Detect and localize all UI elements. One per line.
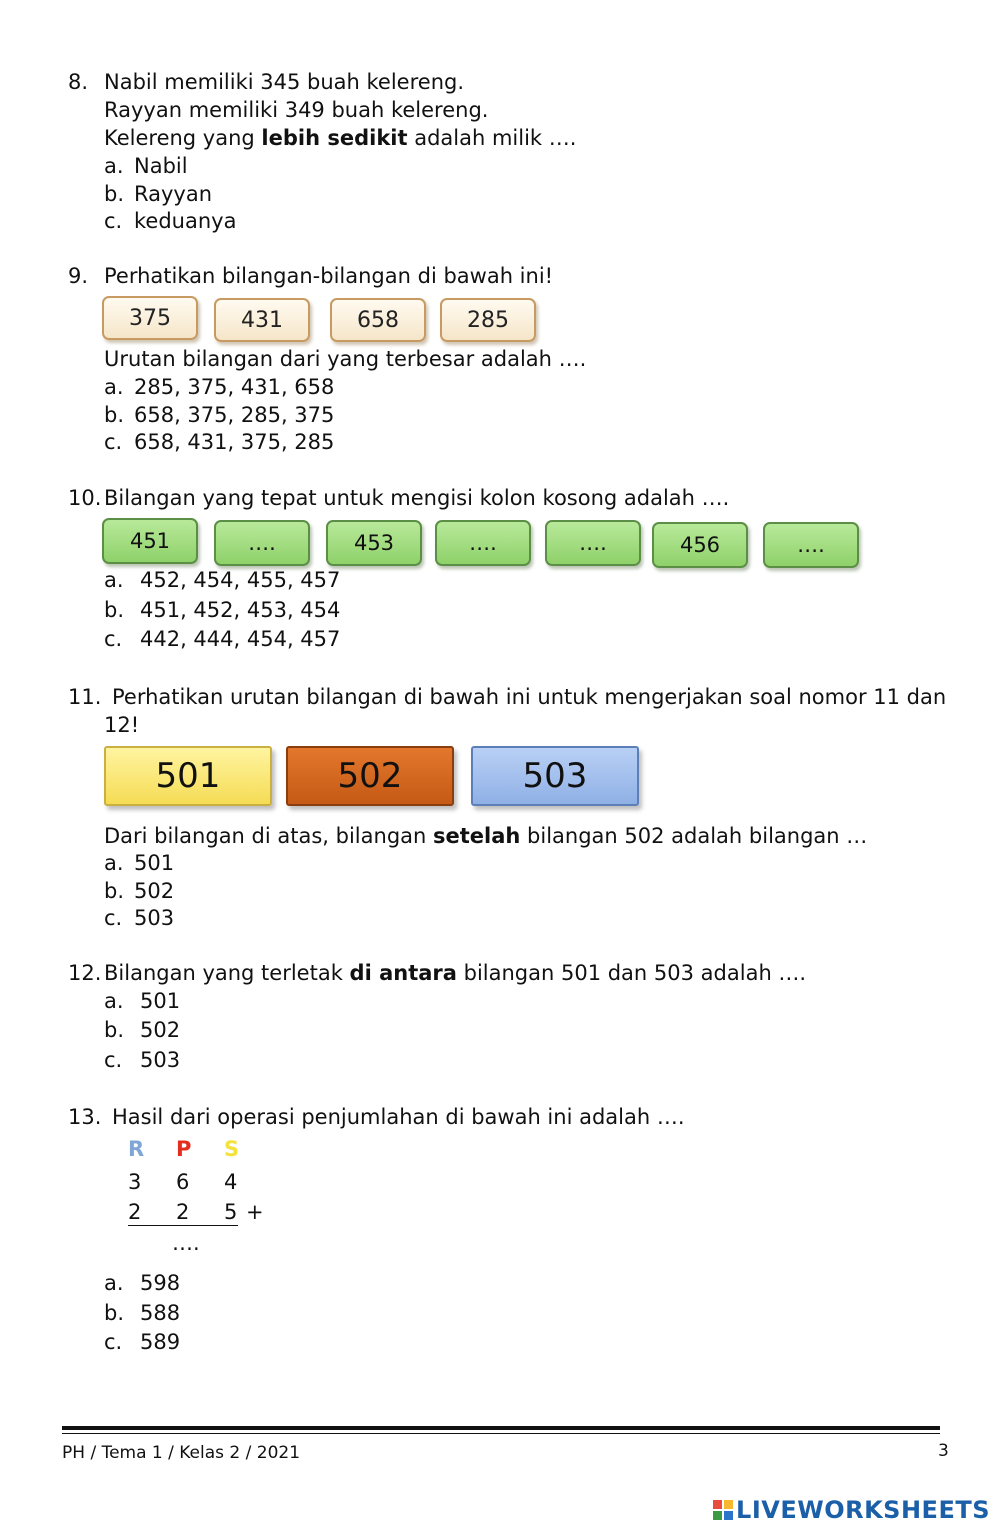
addend-1-digit: 3 (128, 1170, 142, 1194)
question-10-text: Bilangan yang tepat untuk mengisi kolon kosong adalah …. (104, 486, 730, 510)
q9-option-c-letter: c. (104, 430, 123, 454)
question-13-text: Hasil dari operasi penjumlahan di bawah ini adalah …. (112, 1105, 685, 1129)
question-8-line-2: Rayyan memiliki 349 buah kelereng. (104, 98, 489, 122)
number-card: 658 (330, 298, 426, 342)
liveworksheets-logo[interactable] (713, 1496, 990, 1524)
q9-option-a[interactable]: 285, 375, 431, 658 (134, 375, 335, 399)
q9-option-a-letter: a. (104, 375, 124, 399)
q13-option-a[interactable]: 598 (140, 1271, 181, 1295)
addend-1-digit: 4 (224, 1170, 238, 1194)
footer-text: PH / Tema 1 / Kelas 2 / 2021 (62, 1443, 301, 1463)
blank-sequence-card[interactable]: …. (214, 520, 310, 566)
plus-sign: + (246, 1200, 264, 1224)
addend-2-digit: 2 (128, 1200, 142, 1224)
q10-option-c-letter: c. (104, 627, 123, 651)
sequence-card: 456 (652, 522, 748, 568)
q8-option-a-letter: a. (104, 154, 124, 178)
place-value-header-r: R (128, 1137, 145, 1161)
q10-option-a[interactable]: 452, 454, 455, 457 (140, 568, 341, 592)
q13-option-b-letter: b. (104, 1301, 125, 1325)
q9-option-b[interactable]: 658, 375, 285, 375 (134, 403, 335, 427)
question-10-number: 10. (68, 486, 102, 510)
question-8-line-3: Kelereng yang lebih sedikit adalah milik …. (104, 126, 577, 150)
number-card: 431 (214, 298, 310, 342)
q11-option-c[interactable]: 503 (134, 906, 175, 930)
question-9-prompt: Urutan bilangan dari yang terbesar adalah …. (104, 347, 587, 371)
q12-option-b-letter: b. (104, 1018, 125, 1042)
emphasis-text: setelah (433, 824, 521, 848)
q11-option-a[interactable]: 501 (134, 851, 175, 875)
q12-option-c[interactable]: 503 (140, 1048, 181, 1072)
question-9-text: Perhatikan bilangan-bilangan di bawah ini! (104, 264, 554, 288)
footer-rule-thin (62, 1433, 940, 1434)
number-block-yellow: 501 (104, 746, 272, 806)
q11-option-b-letter: b. (104, 879, 125, 903)
sequence-card: 453 (326, 520, 422, 566)
q12-option-a-letter: a. (104, 989, 124, 1013)
q8-option-b-letter: b. (104, 182, 125, 206)
place-value-header-p: P (176, 1137, 192, 1161)
q10-option-b-letter: b. (104, 598, 125, 622)
liveworksheets-icon (713, 1500, 733, 1520)
addend-2-digit: 2 (176, 1200, 190, 1224)
addend-1-digit: 6 (176, 1170, 190, 1194)
number-block-blue: 503 (471, 746, 639, 806)
sum-result-blank[interactable]: …. (172, 1231, 200, 1255)
question-12-number: 12. (68, 961, 102, 985)
q8-option-b[interactable]: Rayyan (134, 182, 213, 206)
blank-sequence-card[interactable]: …. (435, 520, 531, 566)
number-card: 285 (440, 298, 536, 342)
logo-text: LIVEWORKSHEETS (736, 1496, 990, 1524)
q8-option-c-letter: c. (104, 209, 123, 233)
question-9-number: 9. (68, 264, 89, 288)
place-value-header-s: S (224, 1137, 240, 1161)
q13-option-c[interactable]: 589 (140, 1330, 181, 1354)
q13-option-b[interactable]: 588 (140, 1301, 181, 1325)
q12-option-c-letter: c. (104, 1048, 123, 1072)
number-card: 375 (102, 296, 198, 340)
q10-option-b[interactable]: 451, 452, 453, 454 (140, 598, 341, 622)
number-block-orange: 502 (286, 746, 454, 806)
question-8-number: 8. (68, 70, 89, 94)
question-8-line-1: Nabil memiliki 345 buah kelereng. (104, 70, 465, 94)
question-13-number: 13. (68, 1105, 102, 1129)
blank-sequence-card[interactable]: …. (545, 520, 641, 566)
emphasis-text: lebih sedikit (261, 126, 408, 150)
q9-option-c[interactable]: 658, 431, 375, 285 (134, 430, 335, 454)
blank-sequence-card[interactable]: …. (763, 522, 859, 568)
question-11-text-line-1: Perhatikan urutan bilangan di bawah ini untuk mengerjakan soal nomor 11 dan (112, 685, 947, 709)
q13-option-a-letter: a. (104, 1271, 124, 1295)
q9-option-b-letter: b. (104, 403, 125, 427)
q11-option-c-letter: c. (104, 906, 123, 930)
q11-option-b[interactable]: 502 (134, 879, 175, 903)
q13-option-c-letter: c. (104, 1330, 123, 1354)
q8-option-a[interactable]: Nabil (134, 154, 188, 178)
question-11-number: 11. (68, 685, 102, 709)
footer-rule-thick (62, 1426, 940, 1430)
question-11-text-line-2: 12! (104, 713, 140, 737)
addend-2-digit: 5 (224, 1200, 238, 1224)
question-12-text: Bilangan yang terletak di antara bilangan 501 dan 503 adalah …. (104, 961, 807, 985)
emphasis-text: di antara (349, 961, 457, 985)
question-11-prompt: Dari bilangan di atas, bilangan setelah bilangan 502 adalah bilangan … (104, 824, 868, 848)
q11-option-a-letter: a. (104, 851, 124, 875)
sequence-card: 451 (102, 518, 198, 564)
q10-option-a-letter: a. (104, 568, 124, 592)
sum-underline (128, 1225, 238, 1226)
q10-option-c[interactable]: 442, 444, 454, 457 (140, 627, 341, 651)
q12-option-a[interactable]: 501 (140, 989, 181, 1013)
q8-option-c[interactable]: keduanya (134, 209, 237, 233)
page-number: 3 (938, 1441, 949, 1461)
q12-option-b[interactable]: 502 (140, 1018, 181, 1042)
